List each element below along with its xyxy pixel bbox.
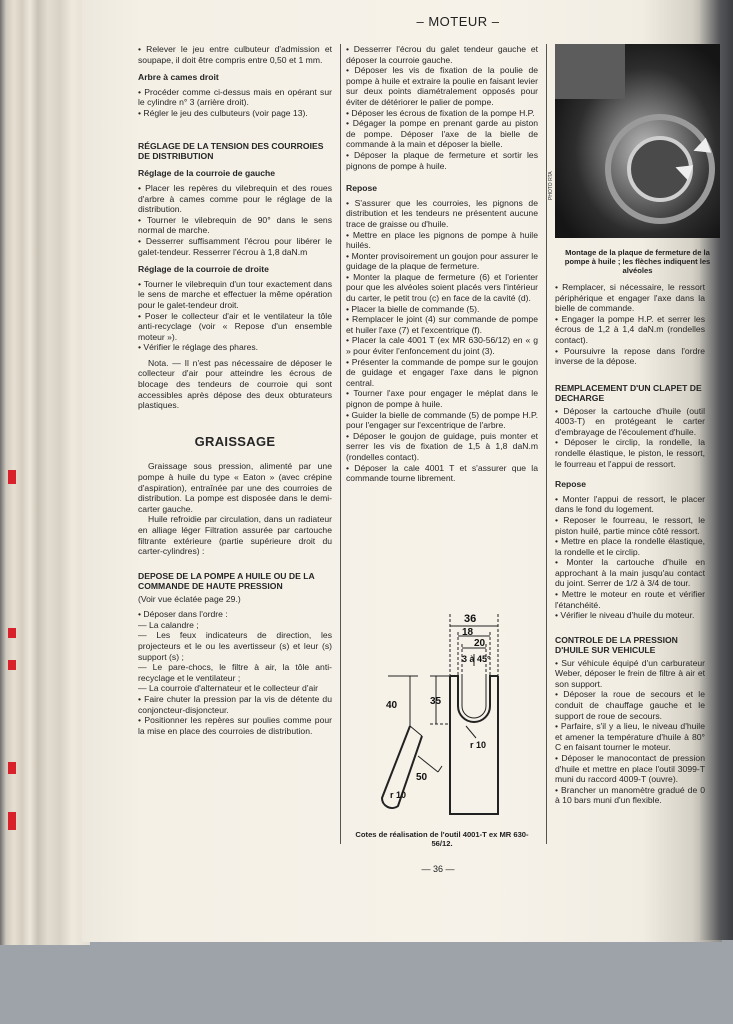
paragraph: • Placer les repères du vilebrequin et des roues d'arbre à cames comme pour le réglage de la distribution.: [138, 182, 332, 215]
subheading: Repose: [555, 479, 587, 490]
dim-label: r 10: [390, 790, 407, 800]
paragraph: • Tourner le vilebrequin de 90° dans le sens normal de marche.: [138, 214, 332, 236]
paragraph: • Dégager la pompe en prenant garde au piston de pompe. Déposer l'axe de la bielle de commande à la main et déposer la bielle.: [346, 118, 538, 150]
paragraph: • Déposer les écrous de fixation de la pompe H.P.: [346, 107, 535, 118]
paragraph: • Poser le collecteur d'air et le ventilateur la tôle anti-recyclage (voir « Repose d'un ensemble moteur »).: [138, 310, 332, 342]
paragraph: Graissage sous pression, alimenté par une pompe à huile du type « Eaton » (avec crépine d'aspiration), entraînée par une des courroies de distribution. La pompe est disposée dans le demi-carter gauche.: [138, 461, 332, 514]
running-header: – MOTEUR –: [416, 14, 500, 29]
tool-slot-inner: [462, 676, 486, 718]
photo-credit: PHOTO RTA: [548, 171, 554, 200]
red-tab-mark: [8, 660, 16, 670]
paragraph: • Engager la pompe H.P. et serrer les écrous de 1,2 à 1,4 daN.m (rondelles contact).: [555, 313, 705, 345]
dim-label: 3 à 45°: [462, 654, 491, 664]
paragraph: • Remplacer, si nécessaire, le ressort périphérique et engager l'axe dans la bielle de commande.: [555, 282, 705, 314]
paragraph: • Tourner le vilebrequin d'un tour exactement dans le sens de marche et effectuer la même opération pour le galet-tendeur droit.: [138, 278, 332, 310]
paragraph: • Brancher un manomètre gradué de 0 à 10 bars muni d'un flexible.: [555, 784, 705, 806]
section-heading: REMPLACEMENT D'UN CLAPET DE DECHARGE: [555, 382, 702, 404]
dim-label: 40: [386, 700, 398, 711]
column-right: [555, 282, 705, 806]
paragraph: • Mettre le moteur en route et vérifier l'étanchéité.: [555, 589, 705, 610]
list-item: — La calandre ;: [138, 619, 199, 630]
column-middle: [346, 44, 538, 484]
paragraph: • Sur véhicule équipé d'un carburateur Weber, déposer le frein de filtre à air et son support.: [555, 657, 705, 689]
section-heading: RÉGLAGE DE LA TENSION DES COURROIES DE DISTRIBUTION: [138, 140, 324, 161]
paragraph: • Mettre en place la rondelle élastique, la rondelle et le circlip.: [555, 536, 705, 557]
subheading: Repose: [346, 183, 378, 194]
paragraph: Huile refroidie par circulation, dans un radiateur en alliage léger Filtration assurée par cartouche filtrante extérieure (partie supérieure droit du carter-cylindres) :: [138, 514, 332, 557]
paragraph: • Guider la bielle de commande (5) de pompe H.P. pour l'engager sur l'excentrique de l'arbre.: [346, 409, 538, 431]
paragraph: • Desserrer l'écrou du galet tendeur gauche et déposer la courroie gauche.: [346, 44, 538, 65]
dim-label: 36: [464, 613, 477, 625]
paragraph: • Parfaire, s'il y a lieu, le niveau d'huile et amener la température d'huile à 80° C en faisant tourner le moteur.: [555, 721, 705, 753]
tool-slot-outline: [450, 676, 498, 722]
dim-label: 50: [416, 772, 428, 783]
dim-label: 18: [462, 627, 474, 638]
dim-label: 20: [474, 638, 486, 649]
section-heading: DEPOSE DE LA POMPE A HUILE OU DE LA COMMANDE DE HAUTE PRESSION: [138, 570, 315, 592]
paragraph: • Placer la bielle de commande (5).: [346, 303, 480, 314]
column-divider: [546, 44, 547, 844]
paragraph: • Déposer la cartouche d'huile (outil 4003-T) en protégeant le carter d'embrayage de l'écoulement d'huile.: [555, 405, 705, 437]
paragraph: • Mettre en place les pignons de pompe à huile huilés.: [346, 229, 538, 251]
paragraph: • Vérifier le réglage des phares.: [138, 342, 259, 353]
list-item: — La courroie d'alternateur et le collecteur d'air: [138, 683, 319, 694]
paragraph: • Placer la cale 4001 T (ex MR 630-56/12) en « g » pour éviter l'enfoncement du joint (3).: [346, 335, 538, 357]
page-tabs: [8, 0, 22, 940]
paragraph: • Procéder comme ci-dessus mais en opérant sur le cylindre n° 3 (arrière droit).: [138, 86, 332, 108]
desk-surface: [0, 940, 733, 1024]
red-tab-mark: [8, 470, 16, 484]
paragraph: • Positionner les repères sur poulies comme pour la mise en place des courroies de distribution.: [138, 715, 332, 736]
paragraph: • Remplacer le joint (4) sur commande de pompe et huiler l'axe (7) et l'excentrique (f).: [346, 314, 538, 335]
red-tab-mark: [8, 628, 16, 638]
paragraph: • S'assurer que les courroies, les pignons de distribution et les tendeurs ne présentent aucune trace de graisse ou d'huile.: [346, 197, 538, 229]
oil-pump-photo: [555, 44, 720, 238]
paragraph: • Déposer les vis de fixation de la poulie de pompe à huile et extraire la poulie en faisant levier sur deux points diamétralement opposés pour éviter de détériorer le palier de pompe.: [346, 65, 538, 107]
column-divider: [340, 44, 341, 844]
paragraph: • Régler le jeu des culbuteurs (voir page 13).: [138, 107, 308, 118]
paragraph: • Monter la plaque de fermeture (6) et l'orienter pour que les alvéoles soient placés vers l'intérieur du carter, le petit trou (c) en face de la cavité (d).: [346, 271, 538, 304]
paragraph: • Déposer la plaque de fermeture et sortir les pignons de pompe à huile.: [346, 149, 538, 171]
paragraph: • Vérifier le niveau d'huile du moteur.: [555, 610, 695, 621]
paragraph: • Monter l'appui de ressort, le placer dans le fond du logement.: [555, 493, 705, 515]
dim-label: r 10: [470, 740, 487, 750]
paragraph: • Déposer dans l'ordre :: [138, 609, 228, 620]
paragraph: (Voir vue éclatée page 29.): [138, 593, 241, 604]
tool-dimension-drawing: [358, 606, 538, 824]
dim-label: 35: [430, 696, 442, 707]
paragraph: • Déposer le manocontact de pression d'huile et mettre en place l'outil 3099-T muni du raccord 4009-T (ouvre).: [555, 753, 705, 785]
section-heading: CONTROLE DE LA PRESSION D'HUILE SUR VEHICULE: [555, 634, 678, 656]
page-number: — 36 —: [421, 864, 455, 874]
paragraph: • Déposer le goujon de guidage, puis monter et serrer les vis de fixation de 1,5 à 1,8 daN.m (rondelles contact).: [346, 430, 538, 462]
dim-line-50: [418, 756, 438, 772]
list-item: — Le pare-chocs, le filtre à air, la tôle anti-recyclage et le ventilateur ;: [138, 662, 332, 683]
paragraph: • Tourner l'axe pour engager le méplat dans le pignon de pompe à huile.: [346, 388, 538, 409]
column-left: [138, 44, 332, 736]
paragraph: • Reposer le fourreau, le ressort, le piston huilé, partie mince côté ressort.: [555, 514, 705, 536]
paragraph: • Déposer la roue de secours et le conduit de chauffage gauche et le support de roue de secours.: [555, 689, 705, 721]
subheading: Réglage de la courroie de droite: [138, 264, 269, 275]
section-title: GRAISSAGE: [194, 433, 276, 449]
list-item: — Les feux indicateurs de direction, les projecteurs et le ou les avertisseur (s) et leur (s) support (s) ;: [138, 630, 332, 662]
paragraph: • Déposer le circlip, la rondelle, la rondelle élastique, le piston, le ressort, le fourreau et l'appui de ressort.: [555, 437, 705, 469]
subheading: Arbre à cames droit: [138, 72, 219, 83]
paragraph: • Faire chuter la pression par la vis de détente du conjoncteur-disjoncteur.: [138, 693, 332, 715]
paragraph: • Desserrer suffisamment l'écrou pour libérer le galet-tendeur. Resserrer l'écrou à 1,8 daN.m: [138, 235, 332, 257]
paragraph: • Déposer la cale 4001 T et s'assurer que la commande tourne librement.: [346, 462, 538, 484]
note-paragraph: Nota. — Il n'est pas nécessaire de déposer le collecteur d'air pour atteindre les écrous de blocage des tendeurs de courroie qui sont accessibles après dépose des deux obturateurs plastiques.: [138, 357, 332, 411]
red-tab-mark: [8, 812, 16, 830]
red-tab-mark: [8, 762, 16, 774]
paragraph: • Monter la cartouche d'huile en approchant à la main jusqu'au contact du joint. Serrer de 1/2 à 3/4 de tour.: [555, 557, 705, 589]
figure-caption: Cotes de réalisation de l'outil 4001-T ex MR 630-56/12.: [355, 830, 529, 849]
paragraph: • Monter provisoirement un goujon pour assurer le guidage de la plaque de fermeture.: [346, 250, 538, 272]
paragraph: • Relever le jeu entre culbuteur d'admission et soupape, il doit être compris entre 0,50 et 1 mm.: [138, 44, 332, 65]
paragraph: • Présenter la commande de pompe sur le goujon de guidage et engager l'axe dans le pignon central.: [346, 356, 538, 388]
paragraph: • Poursuivre la repose dans l'ordre inverse de la dépose.: [555, 345, 705, 367]
photo-caption: Montage de la plaque de fermeture de la pompe à huile ; les flèches indiquent les alvéoles: [564, 248, 711, 275]
subheading: Réglage de la courroie de gauche: [138, 168, 276, 179]
